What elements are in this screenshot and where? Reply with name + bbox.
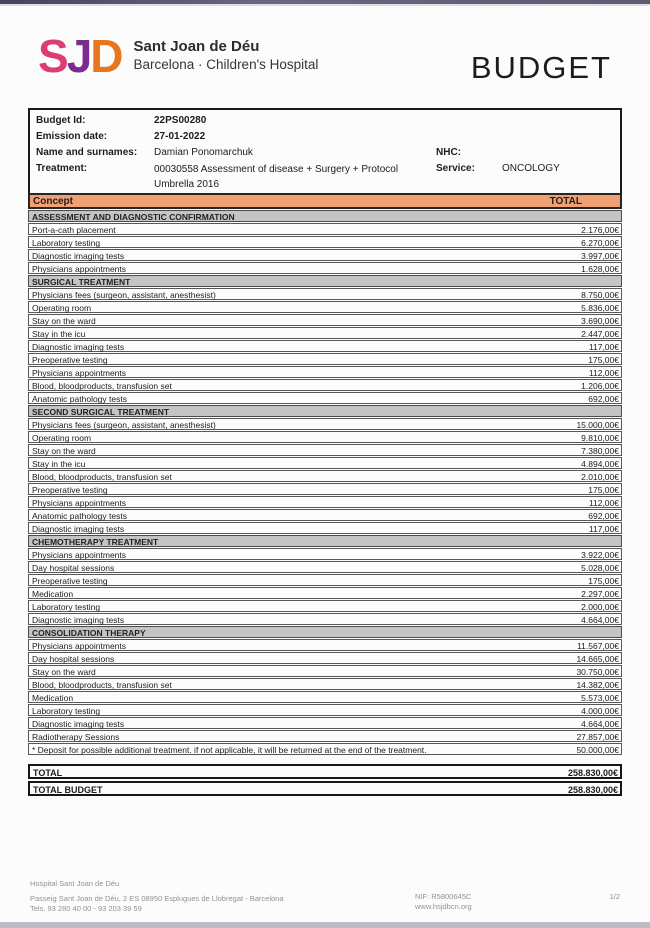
hospital-name: Sant Joan de Déu <box>133 38 260 55</box>
section-name: CHEMOTHERAPY TREATMENT <box>32 537 159 547</box>
patient-info-box <box>28 108 622 198</box>
section-header-row <box>28 626 622 638</box>
total-amount: 258.830,00€ <box>567 768 618 778</box>
emission-date-label: Emission date: <box>36 131 108 142</box>
row-concept: Preoperative testing <box>32 485 108 495</box>
footer-phones: Tels. 93 280 40 00 - 93 203 39 59 <box>30 904 142 913</box>
table-row <box>28 483 622 495</box>
footer-nif-block <box>415 879 610 914</box>
row-concept: Diagnostic imaging tests <box>32 719 125 729</box>
row-concept: Physicians appointments <box>32 641 127 651</box>
table-row <box>28 600 622 612</box>
scan-edge-bottom <box>0 922 650 928</box>
row-concept: * Deposit for possible additional treatment. if not applicable, it will be returned at the end of the treatment. <box>32 745 427 755</box>
row-concept: Laboratory testing <box>32 706 101 716</box>
table-row <box>28 665 622 677</box>
table-row <box>28 704 622 716</box>
spacer <box>502 129 614 144</box>
row-concept: Operating room <box>32 303 92 313</box>
treatment-label: Treatment: <box>36 163 88 174</box>
table-row <box>28 691 622 703</box>
document-header <box>38 30 612 86</box>
total-label: TOTAL <box>33 768 63 778</box>
table-row <box>28 639 622 651</box>
row-concept: Physicians fees (surgeon, assistant, anesthesist) <box>32 420 216 430</box>
row-concept: Stay in the icu <box>32 329 86 339</box>
section-name: SECOND SURGICAL TREATMENT <box>32 407 170 417</box>
footer-address: Passeig Sant Joan de Déu, 2 ES 08950 Esplugues de Llobregat - Barcelona <box>30 894 284 903</box>
row-amount: 692,00€ <box>588 511 619 521</box>
service-label: Service: <box>436 163 475 174</box>
row-concept: Blood, bloodproducts, transfusion set <box>32 680 172 690</box>
table-row <box>28 509 622 521</box>
table-row <box>28 457 622 469</box>
section-header-row <box>28 275 622 287</box>
service-value: ONCOLOGY <box>502 163 560 174</box>
table-row <box>28 301 622 313</box>
table-row <box>28 353 622 365</box>
row-concept: Physicians fees (surgeon, assistant, anesthesist) <box>32 290 216 300</box>
total-row <box>28 764 622 779</box>
row-concept: Blood, bloodproducts, transfusion set <box>32 381 172 391</box>
table-row <box>28 431 622 443</box>
footer-nif: NIF: R5800645C <box>415 892 472 901</box>
total-budget-row <box>28 781 622 796</box>
budget-id-label: Budget Id: <box>36 115 86 126</box>
table-row <box>28 730 622 742</box>
table-row <box>28 561 622 573</box>
row-amount: 175,00€ <box>588 576 619 586</box>
table-row <box>28 288 622 300</box>
row-amount: 117,00€ <box>588 342 619 352</box>
row-amount: 9.810,00€ <box>581 433 619 443</box>
table-row <box>28 522 622 534</box>
row-amount: 5.836,00€ <box>581 303 619 313</box>
row-concept: Diagnostic imaging tests <box>32 524 125 534</box>
row-concept: Laboratory testing <box>32 238 101 248</box>
row-amount: 27.857,00€ <box>576 732 619 742</box>
row-amount: 112,00€ <box>588 368 619 378</box>
table-row <box>28 574 622 586</box>
row-concept: Day hospital sessions <box>32 654 115 664</box>
table-row <box>28 340 622 352</box>
hospital-subtitle: Barcelona · Children's Hospital <box>133 57 319 72</box>
row-concept: Stay on the ward <box>32 667 96 677</box>
row-amount: 50.000,00€ <box>576 745 619 755</box>
table-row <box>28 717 622 729</box>
table-row <box>28 652 622 664</box>
row-amount: 2.010,00€ <box>581 472 619 482</box>
logo-text <box>134 38 319 73</box>
row-concept: Medication <box>32 589 74 599</box>
spacer <box>436 129 502 144</box>
table-row <box>28 262 622 274</box>
row-amount: 2.176,00€ <box>581 225 619 235</box>
table-row <box>28 470 622 482</box>
row-amount: 14.382,00€ <box>576 680 619 690</box>
row-amount: 8.750,00€ <box>581 290 619 300</box>
row-concept: Port-a-cath placement <box>32 225 116 235</box>
row-concept: Physicians appointments <box>32 498 127 508</box>
row-concept: Stay on the ward <box>32 316 96 326</box>
spacer <box>502 113 614 128</box>
section-name: ASSESSMENT AND DIAGNOSTIC CONFIRMATION <box>32 212 235 222</box>
sjd-logo-icon <box>38 30 122 82</box>
row-amount: 5.028,00€ <box>581 563 619 573</box>
row-concept: Preoperative testing <box>32 576 108 586</box>
row-concept: Laboratory testing <box>32 602 101 612</box>
document-title: BUDGET <box>470 50 612 85</box>
row-amount: 4.894,00€ <box>581 459 619 469</box>
row-amount: 175,00€ <box>588 485 619 495</box>
table-row <box>28 418 622 430</box>
treatment-value: 00030558 Assessment of disease + Surgery + Protocol Umbrella 2016 <box>154 164 399 190</box>
page-footer <box>30 879 620 914</box>
name-surnames-label: Name and surnames: <box>36 147 138 158</box>
row-concept: Physicians appointments <box>32 368 127 378</box>
row-concept: Radiotherapy Sessions <box>32 732 120 742</box>
row-concept: Medication <box>32 693 74 703</box>
section-name: CONSOLIDATION THERAPY <box>32 628 146 638</box>
table-body <box>28 210 622 755</box>
row-amount: 15.000,00€ <box>576 420 619 430</box>
footer-page-number: 1/2 <box>609 892 620 901</box>
scan-edge-top-light <box>0 4 650 6</box>
row-amount: 14.665,00€ <box>576 654 619 664</box>
row-amount: 6.270,00€ <box>581 238 619 248</box>
concept-column-header: Concept <box>33 195 73 207</box>
footer-address-block <box>30 879 415 914</box>
row-amount: 2.297,00€ <box>581 589 619 599</box>
footer-hospital-name: Hospital Sant Joan de Déu <box>30 879 120 888</box>
table-row <box>28 249 622 261</box>
row-amount: 2.000,00€ <box>581 602 619 612</box>
table-row <box>28 496 622 508</box>
budget-id-value: 22PS00280 <box>154 115 207 126</box>
hospital-logo <box>38 30 319 82</box>
table-row <box>28 366 622 378</box>
row-amount: 2.447,00€ <box>581 329 619 339</box>
row-concept: Physicians appointments <box>32 550 127 560</box>
row-amount: 117,00€ <box>588 524 619 534</box>
table-row <box>28 548 622 560</box>
row-amount: 11.567,00€ <box>577 641 619 651</box>
row-concept: Physicians appointments <box>32 264 127 274</box>
row-amount: 5.573,00€ <box>581 693 619 703</box>
section-name: SURGICAL TREATMENT <box>32 277 131 287</box>
name-surnames-value: Damian Ponomarchuk <box>154 147 253 158</box>
row-amount: 4.664,00€ <box>581 719 619 729</box>
table-row <box>28 236 622 248</box>
section-header-row <box>28 535 622 547</box>
total-budget-label: TOTAL BUDGET <box>33 785 103 795</box>
row-amount: 4.664,00€ <box>581 615 619 625</box>
table-row <box>28 743 622 755</box>
logo-letter-j: J <box>66 30 91 82</box>
row-concept: Blood, bloodproducts, transfusion set <box>32 472 172 482</box>
table-row <box>28 587 622 599</box>
row-amount: 692,00€ <box>588 394 619 404</box>
row-amount: 3.690,00€ <box>581 316 619 326</box>
table-header-row <box>28 193 622 209</box>
nhc-label: NHC: <box>436 147 461 158</box>
table-row <box>28 392 622 404</box>
spacer <box>436 113 502 128</box>
row-concept: Preoperative testing <box>32 355 108 365</box>
total-budget-amount: 258.830,00€ <box>567 785 618 795</box>
table-row <box>28 314 622 326</box>
row-concept: Operating room <box>32 433 92 443</box>
row-amount: 4.000,00€ <box>581 706 619 716</box>
totals-block <box>28 764 622 796</box>
footer-website: www.hsjdbcn.org <box>415 902 472 911</box>
table-row <box>28 678 622 690</box>
logo-letter-s: S <box>38 30 67 82</box>
row-amount: 3.922,00€ <box>581 550 619 560</box>
row-amount: 1.206,00€ <box>581 381 619 391</box>
row-concept: Stay in the icu <box>32 459 86 469</box>
row-amount: 1.628,00€ <box>581 264 619 274</box>
row-concept: Stay on the ward <box>32 446 96 456</box>
row-amount: 7.380,00€ <box>581 446 619 456</box>
budget-table <box>28 193 622 796</box>
row-concept: Diagnostic imaging tests <box>32 342 125 352</box>
row-amount: 30.750,00€ <box>576 667 619 677</box>
row-concept: Day hospital sessions <box>32 563 115 573</box>
table-row <box>28 444 622 456</box>
section-header-row <box>28 405 622 417</box>
table-row <box>28 613 622 625</box>
row-concept: Diagnostic imaging tests <box>32 251 125 261</box>
table-row <box>28 327 622 339</box>
nhc-value <box>502 145 614 160</box>
row-amount: 112,00€ <box>588 498 619 508</box>
table-row <box>28 223 622 235</box>
section-header-row <box>28 210 622 222</box>
row-concept: Diagnostic imaging tests <box>32 615 125 625</box>
row-concept: Anatomic pathology tests <box>32 394 127 404</box>
emission-date-value: 27-01-2022 <box>154 131 206 142</box>
row-concept: Anatomic pathology tests <box>32 511 127 521</box>
row-amount: 175,00€ <box>588 355 619 365</box>
logo-letter-d: D <box>90 30 122 82</box>
row-amount: 3.997,00€ <box>581 251 619 261</box>
total-column-header: TOTAL <box>549 195 582 207</box>
table-row <box>28 379 622 391</box>
